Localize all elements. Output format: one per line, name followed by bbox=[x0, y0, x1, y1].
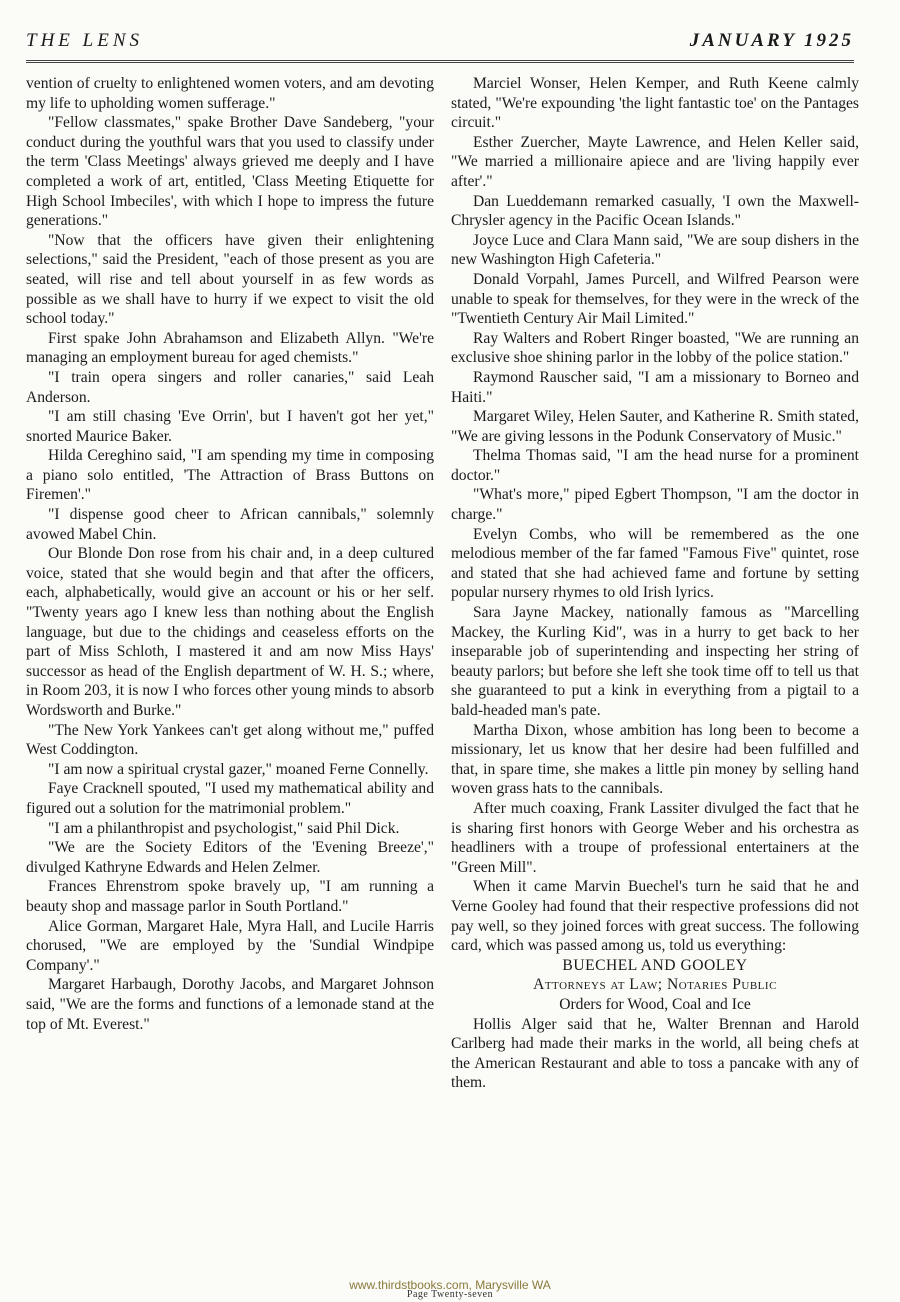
paragraph: Raymond Rauscher said, "I am a missionary to Borneo and Haiti." bbox=[451, 368, 859, 406]
paragraph: Alice Gorman, Margaret Hale, Myra Hall, and Lucile Harris chorused, "We are employed by the 'Sundial Windpipe Company'." bbox=[26, 917, 434, 974]
paragraph: Margaret Wiley, Helen Sauter, and Katherine R. Smith stated, "We are giving lessons in the Podunk Conservatory of Music." bbox=[451, 408, 859, 445]
card-firm-name: BUECHEL AND GOOLEY bbox=[562, 956, 748, 974]
paragraph: Esther Zuercher, Mayte Lawrence, and Helen Keller said, "We married a millionaire apiece and are 'living happily ever after'." bbox=[451, 133, 859, 190]
card-orders: Orders for Wood, Coal and Ice bbox=[559, 995, 751, 1013]
paragraph: Hollis Alger said that he, Walter Brennan and Harold Carlberg had made their marks in the world, all being chefs at the American Restaurant and able to toss a pancake with any of them. bbox=[451, 1015, 859, 1092]
paragraph: Marciel Wonser, Helen Kemper, and Ruth Keene calmly stated, "We're expounding 'the light fantastic toe' on the Pantages circuit." bbox=[451, 75, 859, 132]
paragraph: "We are the Society Editors of the 'Evening Breeze'," divulged Kathryne Edwards and Helen Zelmer. bbox=[26, 839, 434, 876]
left-column bbox=[26, 74, 434, 1034]
paragraph: Frances Ehrenstrom spoke bravely up, "I am running a beauty shop and massage parlor in South Portland." bbox=[26, 878, 434, 915]
page-number: Page Twenty-seven bbox=[406, 1289, 494, 1300]
paragraph: First spake John Abrahamson and Elizabeth Allyn. "We're managing an employment bureau for aged chemists." bbox=[26, 329, 434, 367]
card-titles: Attorneys at Law; Notaries Public bbox=[533, 976, 777, 994]
paragraph: vention of cruelty to enlightened women voters, and am devoting my life to upholding women sufferage." bbox=[26, 75, 434, 112]
paragraph: Evelyn Combs, who will be remembered as the one melodious member of the far famed "Famous Five" quintet, rose and stated that she had achieved fame and fortune by setting popular nursery rhymes to old Irish lyrics. bbox=[451, 525, 859, 602]
paragraph: "I dispense good cheer to African cannibals," solemnly avowed Mabel Chin. bbox=[26, 506, 434, 543]
paragraph: "Fellow classmates," spake Brother Dave Sandeberg, "your conduct during the youthful wars that you used to classify under the term 'Class Meetings' always grieved me deeply and I have completed a work of art, entitled, 'Class Meeting Etiquette for High School Imbeciles', with which I hope to impress the future generations." bbox=[26, 114, 434, 230]
paragraph: Thelma Thomas said, "I am the head nurse for a prominent doctor." bbox=[451, 447, 859, 484]
paragraph: "Now that the officers have given their enlightening selections," said the President, "each of those present as you are seated, will rise and tell about yourself in as few words as possible as we shall have to hurry if we expect to visit the old school today." bbox=[26, 231, 434, 328]
paragraph: Sara Jayne Mackey, nationally famous as "Marcelling Mackey, the Kurling Kid", was in a hurry to get back to her inseparable job of superintending and inspecting her string of beauty parlors; but before she left she took time off to tell us that she guaranteed to put a kink in everything from a pigtail to a bald-headed man's pate. bbox=[451, 604, 859, 719]
paragraph: "I am now a spiritual crystal gazer," moaned Ferne Connelly. bbox=[48, 760, 429, 778]
paragraph: Faye Cracknell spouted, "I used my mathematical ability and figured out a solution for the matrimonial problem." bbox=[26, 780, 434, 817]
paragraph: "I train opera singers and roller canaries," said Leah Anderson. bbox=[26, 368, 434, 406]
paragraph: Dan Lueddemann remarked casually, 'I own the Maxwell-Chrysler agency in the Pacific Ocean Islands." bbox=[451, 192, 859, 230]
paragraph: "The New York Yankees can't get along without me," puffed West Coddington. bbox=[26, 721, 434, 759]
paragraph: When it came Marvin Buechel's turn he said that he and Verne Gooley had found that their respective professions did not pay well, so they joined forces with great success. The following card, which was passed among us, told us everything: bbox=[451, 878, 859, 955]
paragraph: Ray Walters and Robert Ringer boasted, "We are running an exclusive shoe shining parlor in the lobby of the police station." bbox=[451, 329, 859, 367]
paragraph: Martha Dixon, whose ambition has long been to become a missionary, let us know that her desire had been fulfilled and that, in spare time, she makes a little pin money by selling hand woven grass hats to the cannibals. bbox=[451, 721, 859, 798]
paragraph: Our Blonde Don rose from his chair and, in a deep cultured voice, stated that she would begin and that after the officers, each, alphabetically, would give an account or his or her self. "Twenty years ago I knew less than nothing about the English language, but due to the chidings and ceaseless efforts on the part of Miss Schloth, I mastered it and am now Miss Hays' successor as head of the English department of W. H. S.; where, in Room 203, it is now I who forces other young minds to absorb Wordsworth and Burke." bbox=[26, 545, 434, 719]
paragraph: Joyce Luce and Clara Mann said, "We are soup dishers in the new Washington High Cafeteria." bbox=[451, 231, 859, 269]
watermark: www.thirdstbooks.com, Marysville WA bbox=[349, 1278, 551, 1292]
paragraph: Hilda Cereghino said, "I am spending my time in composing a piano solo entitled, 'The Attraction of Brass Buttons on Firemen'." bbox=[26, 447, 434, 504]
paragraph: "I am a philanthropist and psychologist," said Phil Dick. bbox=[48, 819, 400, 837]
paragraph: "What's more," piped Egbert Thompson, "I am the doctor in charge." bbox=[451, 486, 859, 524]
paragraph: Margaret Harbaugh, Dorothy Jacobs, and Margaret Johnson said, "We are the forms and functions of a lemonade stand at the top of Mt. Everest." bbox=[26, 976, 434, 1033]
issue-date: JANUARY 1925 bbox=[689, 30, 854, 51]
paragraph: Donald Vorpahl, James Purcell, and Wilfred Pearson were unable to speak for themselves, for they were in the wreck of the "Twentieth Century Air Mail Limited." bbox=[451, 270, 859, 328]
paragraph: "I am still chasing 'Eve Orrin', but I haven't got her yet," snorted Maurice Baker. bbox=[26, 408, 434, 445]
paragraph: After much coaxing, Frank Lassiter divulged the fact that he is sharing first honors with George Weber and his orchestra as headliners with a troupe of professional entertainers at the "Green Mill". bbox=[451, 799, 859, 876]
page-header bbox=[26, 30, 854, 63]
publication-title: THE LENS bbox=[26, 30, 143, 51]
right-column bbox=[451, 74, 859, 1093]
